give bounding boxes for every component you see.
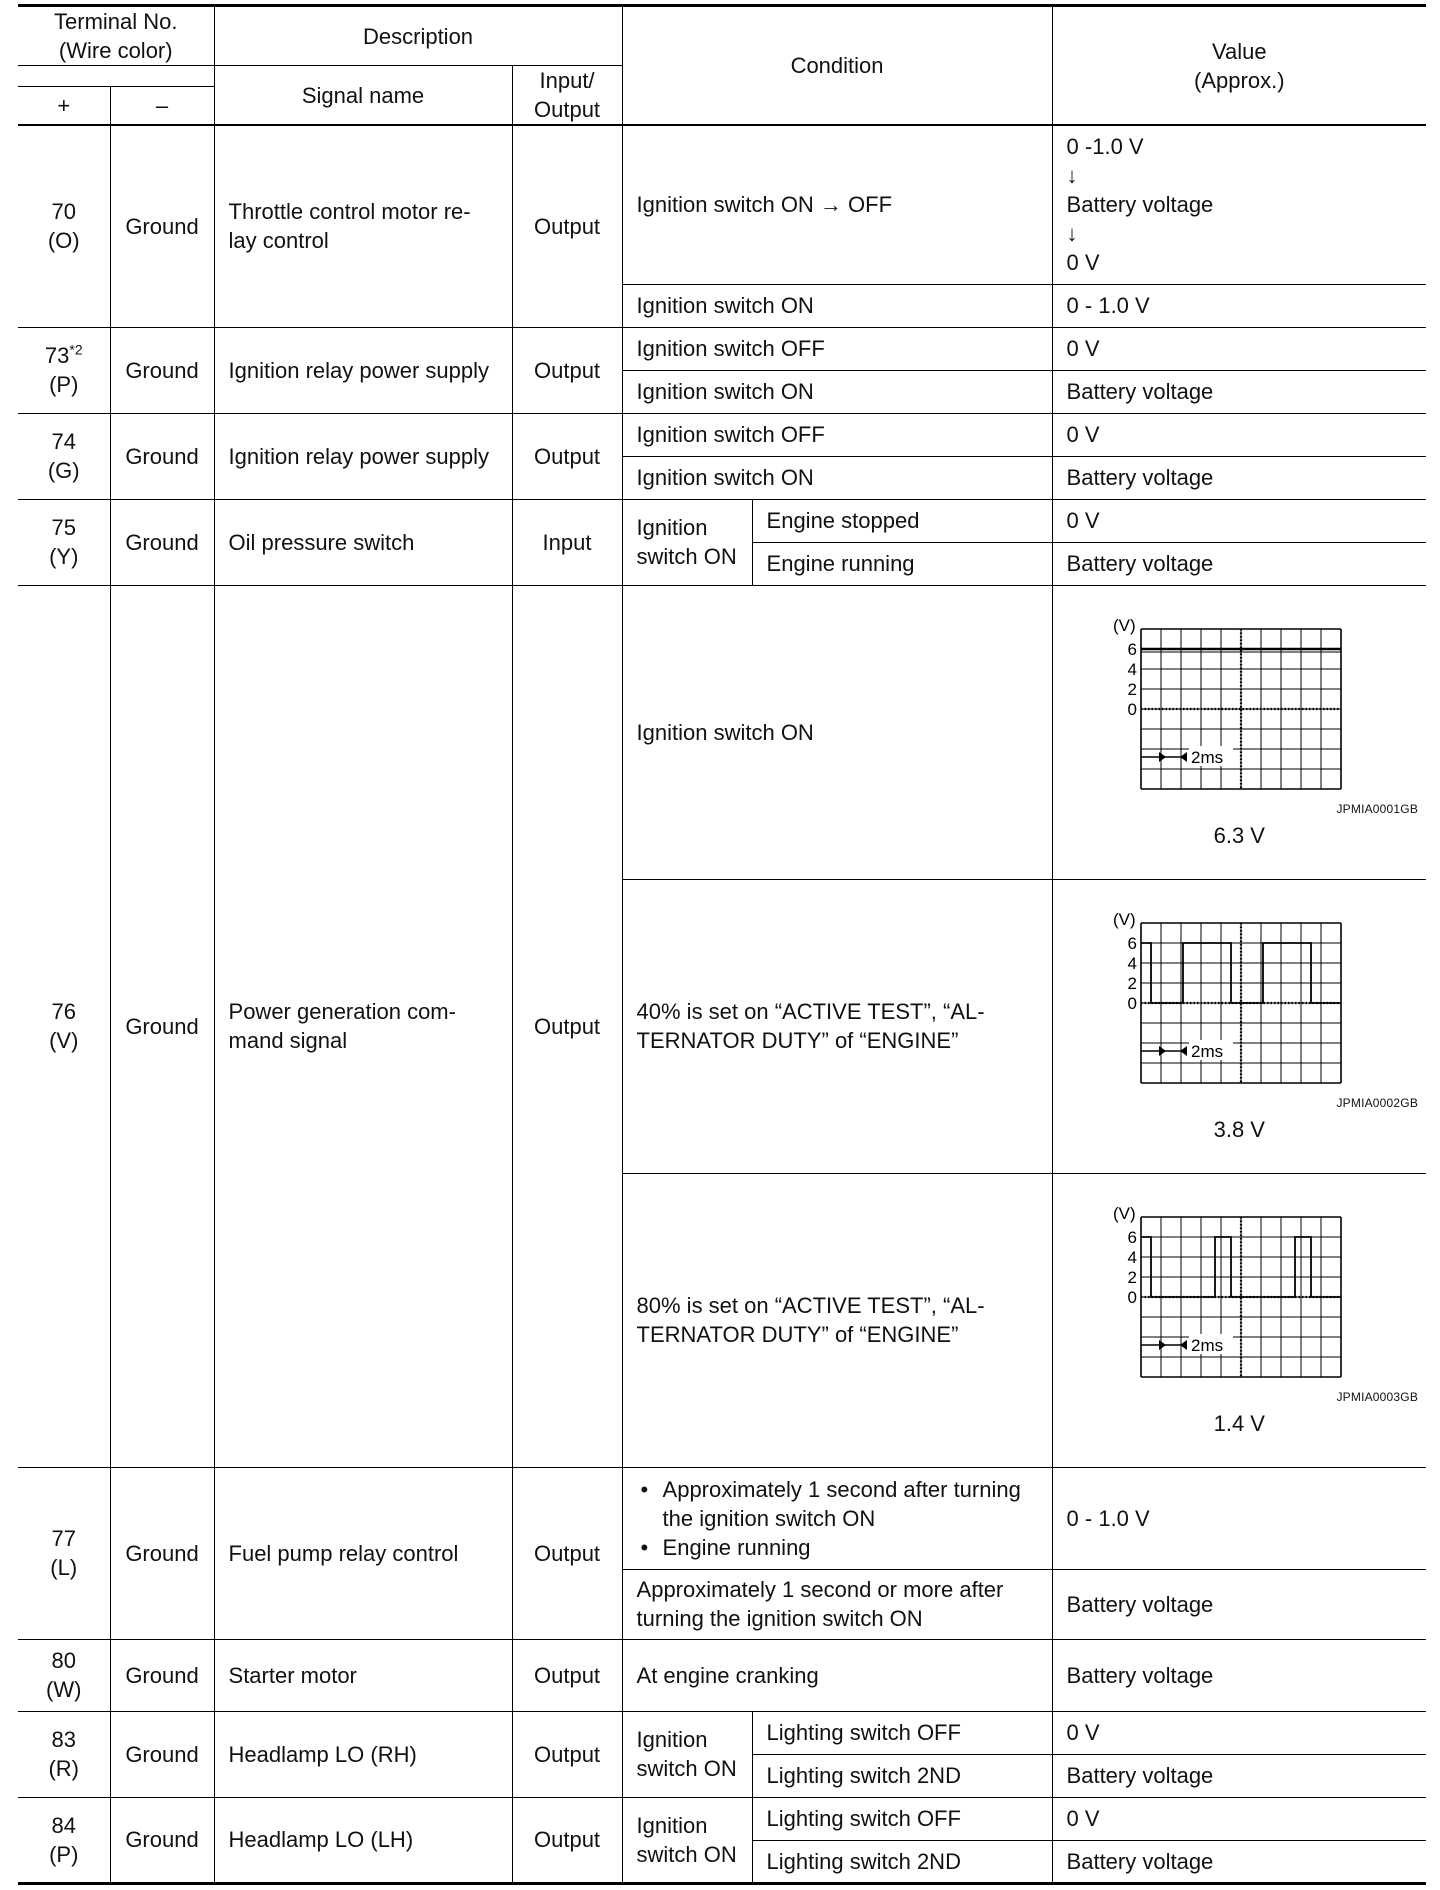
ground-cell: Ground xyxy=(110,125,214,327)
sub-condition-cell: Engine stopped xyxy=(752,499,1052,542)
time-scale-label: 2ms xyxy=(1190,1041,1223,1061)
terminal-cell xyxy=(18,499,110,585)
terminal-number: 74 xyxy=(51,429,76,454)
io-cell: Input xyxy=(512,499,622,585)
ground-cell: Ground xyxy=(110,327,214,413)
io-cell: Output xyxy=(512,327,622,413)
condition-bullet: • Engine running xyxy=(663,1533,1038,1562)
value-cell: 0 V xyxy=(1052,1797,1426,1840)
header-io-line2: Output xyxy=(534,97,601,122)
value-cell: 0 V xyxy=(1052,1711,1426,1754)
value-cell: Battery voltage xyxy=(1052,456,1426,499)
wire-color: (L) xyxy=(50,1555,78,1580)
terminal-number: 77 xyxy=(51,1526,76,1551)
waveform-chart xyxy=(1107,909,1367,1089)
signal-name: Starter motor xyxy=(214,1639,512,1711)
io-cell: Output xyxy=(512,1797,622,1883)
value-cell: Battery voltage xyxy=(1052,1639,1426,1711)
terminal-number: 84 xyxy=(51,1812,76,1838)
condition-cell: Ignition switch ON xyxy=(622,456,1052,499)
wire-color: (P) xyxy=(49,1841,79,1867)
io-cell: Output xyxy=(512,1467,622,1639)
time-scale-label: 2ms xyxy=(1190,747,1223,767)
table-row xyxy=(18,413,1426,456)
y-tick-label: 6 xyxy=(1127,639,1137,659)
condition-cell xyxy=(622,1467,1052,1569)
y-tick-label: 2 xyxy=(1127,1267,1137,1287)
terminal-cell xyxy=(18,1639,110,1711)
waveform-cell xyxy=(1052,879,1426,1173)
table-row xyxy=(18,1711,1426,1754)
value-line: 0 V xyxy=(1066,250,1100,276)
terminal-table xyxy=(18,4,1426,1885)
y-tick-label: 4 xyxy=(1127,953,1137,973)
header-value-label: Value xyxy=(1211,38,1267,64)
y-tick-label: 0 xyxy=(1127,1287,1137,1307)
arrow-right-icon xyxy=(1159,1340,1166,1350)
value-cell: 0 - 1.0 V xyxy=(1052,1467,1426,1569)
io-cell: Output xyxy=(512,125,622,327)
sub-condition-cell: Engine running xyxy=(752,542,1052,585)
table-row xyxy=(18,585,1426,879)
condition-cell: Ignition switch OFF xyxy=(622,327,1052,370)
ground-cell: Ground xyxy=(110,1467,214,1639)
header-io-line1: Input/ xyxy=(539,68,595,93)
y-axis-unit: (V) xyxy=(1112,1203,1136,1223)
y-tick-label: 4 xyxy=(1127,1247,1137,1267)
header-wire-color-label: (Wire color) xyxy=(58,38,173,63)
signal-name: Headlamp LO (LH) xyxy=(214,1797,512,1883)
ground-cell: Ground xyxy=(110,499,214,585)
signal-name: Ignition relay power supply xyxy=(214,327,512,413)
wire-color: (G) xyxy=(47,458,80,483)
terminal-cell xyxy=(18,1797,110,1883)
header-signal-name: Signal name xyxy=(214,66,512,126)
condition-cell: Approximately 1 second or more after turning the ignition switch ON xyxy=(622,1569,1052,1639)
time-scale-label: 2ms xyxy=(1190,1335,1223,1355)
terminal-cell xyxy=(18,125,110,327)
figure-ref: JPMIA0003GB xyxy=(1336,1389,1419,1404)
ground-cell: Ground xyxy=(110,413,214,499)
wire-color: (Y) xyxy=(49,544,79,569)
y-tick-label: 0 xyxy=(1127,699,1137,719)
y-axis-unit: (V) xyxy=(1112,615,1136,635)
terminal-number: 70 xyxy=(51,199,76,225)
table-row xyxy=(18,1797,1426,1840)
terminal-number: 76 xyxy=(51,999,76,1024)
header-terminal xyxy=(18,6,214,66)
wire-color: (P) xyxy=(49,372,79,397)
signal-name: Ignition relay power supply xyxy=(214,413,512,499)
sub-condition-cell: Lighting switch 2ND xyxy=(752,1754,1052,1797)
terminal-number: 73 xyxy=(44,343,70,368)
header-description: Description xyxy=(214,6,622,66)
terminal-cell xyxy=(18,1467,110,1639)
y-tick-label: 4 xyxy=(1127,659,1137,679)
table-row xyxy=(18,1639,1426,1711)
signal-name: Headlamp LO (RH) xyxy=(214,1711,512,1797)
table-row xyxy=(18,499,1426,542)
waveform-chart xyxy=(1107,1203,1367,1383)
terminal-number: 83 xyxy=(51,1727,76,1752)
waveform-value: 1.4 V xyxy=(1213,1410,1265,1436)
wire-color: (W) xyxy=(46,1677,82,1702)
condition-cell: 40% is set on “ACTIVE TEST”, “AL-TERNATOR DUTY” of “ENGINE” xyxy=(622,879,1052,1173)
header-condition: Condition xyxy=(622,6,1052,126)
figure-ref: JPMIA0002GB xyxy=(1336,1095,1419,1110)
condition-cell: Ignition switch ON xyxy=(622,370,1052,413)
header-plus: + xyxy=(18,87,110,125)
waveform-value: 6.3 V xyxy=(1213,822,1265,848)
footnote-mark: *2 xyxy=(69,341,83,358)
header-minus: – xyxy=(110,87,214,125)
condition-cell: Ignition switch ON xyxy=(622,284,1052,327)
terminal-number: 80 xyxy=(51,1648,76,1673)
value-line: Battery voltage xyxy=(1066,192,1214,218)
sub-condition-cell: Lighting switch OFF xyxy=(752,1797,1052,1840)
value-cell: Battery voltage xyxy=(1052,1840,1426,1883)
signal-name: Oil pressure switch xyxy=(214,499,512,585)
figure-ref: JPMIA0001GB xyxy=(1336,801,1419,816)
condition-main-cell: Ignition switch ON xyxy=(622,499,752,585)
condition-cell: Ignition switch ON xyxy=(622,585,1052,879)
condition-cell: At engine cranking xyxy=(622,1639,1052,1711)
condition-list xyxy=(637,1475,1038,1562)
down-arrow-icon: ↓ xyxy=(1066,221,1078,247)
condition-bullet: • Approximately 1 second after turning the ignition switch ON xyxy=(663,1475,1038,1533)
signal-name: Fuel pump relay control xyxy=(214,1467,512,1639)
wire-color: (R) xyxy=(48,1756,80,1781)
ground-cell: Ground xyxy=(110,1639,214,1711)
y-tick-label: 2 xyxy=(1127,973,1137,993)
ground-cell: Ground xyxy=(110,1797,214,1883)
value-cell: 0 V xyxy=(1052,327,1426,370)
condition-cell: Ignition switch OFF xyxy=(622,413,1052,456)
waveform-value: 3.8 V xyxy=(1213,1116,1265,1142)
down-arrow-icon: ↓ xyxy=(1066,163,1078,189)
condition-main-cell: Ignition switch ON xyxy=(622,1797,752,1883)
io-cell: Output xyxy=(512,413,622,499)
terminal-cell xyxy=(18,413,110,499)
terminal-cell xyxy=(18,1711,110,1797)
io-cell: Output xyxy=(512,1639,622,1711)
terminal-number: 75 xyxy=(51,515,76,540)
value-cell: 0 V xyxy=(1052,413,1426,456)
value-cell: Battery voltage xyxy=(1052,370,1426,413)
value-cell xyxy=(1052,125,1426,284)
terminal-cell xyxy=(18,327,110,413)
y-tick-label: 0 xyxy=(1127,993,1137,1013)
value-cell: Battery voltage xyxy=(1052,542,1426,585)
io-cell: Output xyxy=(512,585,622,1467)
value-cell: 0 - 1.0 V xyxy=(1052,284,1426,327)
wire-color: (V) xyxy=(49,1028,79,1053)
ground-cell: Ground xyxy=(110,1711,214,1797)
value-line: 0 -1.0 V xyxy=(1066,134,1144,160)
io-cell: Output xyxy=(512,1711,622,1797)
sub-condition-cell: Lighting switch OFF xyxy=(752,1711,1052,1754)
header-value xyxy=(1052,6,1426,126)
value-cell: Battery voltage xyxy=(1052,1754,1426,1797)
table-row xyxy=(18,1467,1426,1569)
header-approx-label: (Approx.) xyxy=(1194,67,1285,93)
signal-name: Throttle control motor re-lay control xyxy=(214,125,512,327)
arrow-right-icon xyxy=(1159,752,1166,762)
y-axis-unit: (V) xyxy=(1112,909,1136,929)
condition-main-cell: Ignition switch ON xyxy=(622,1711,752,1797)
signal-name: Power generation com-mand signal xyxy=(214,585,512,1467)
table-row xyxy=(18,327,1426,370)
waveform-chart xyxy=(1107,615,1367,795)
waveform-cell xyxy=(1052,585,1426,879)
header-terminal-spacer xyxy=(18,66,214,87)
header-terminal-label: Terminal No. xyxy=(54,9,178,34)
terminal-cell xyxy=(18,585,110,1467)
condition-cell: 80% is set on “ACTIVE TEST”, “AL-TERNATOR DUTY” of “ENGINE” xyxy=(622,1173,1052,1467)
ground-cell: Ground xyxy=(110,585,214,1467)
arrow-right-icon xyxy=(1159,1046,1166,1056)
waveform-cell xyxy=(1052,1173,1426,1467)
condition-cell: Ignition switch ON → OFF xyxy=(622,125,1052,284)
value-cell: 0 V xyxy=(1052,499,1426,542)
header-input-output xyxy=(512,66,622,126)
y-tick-label: 2 xyxy=(1127,679,1137,699)
table-row xyxy=(18,125,1426,284)
y-tick-label: 6 xyxy=(1127,933,1137,953)
wire-color: (O) xyxy=(47,228,80,254)
y-tick-label: 6 xyxy=(1127,1227,1137,1247)
sub-condition-cell: Lighting switch 2ND xyxy=(752,1840,1052,1883)
value-cell: Battery voltage xyxy=(1052,1569,1426,1639)
